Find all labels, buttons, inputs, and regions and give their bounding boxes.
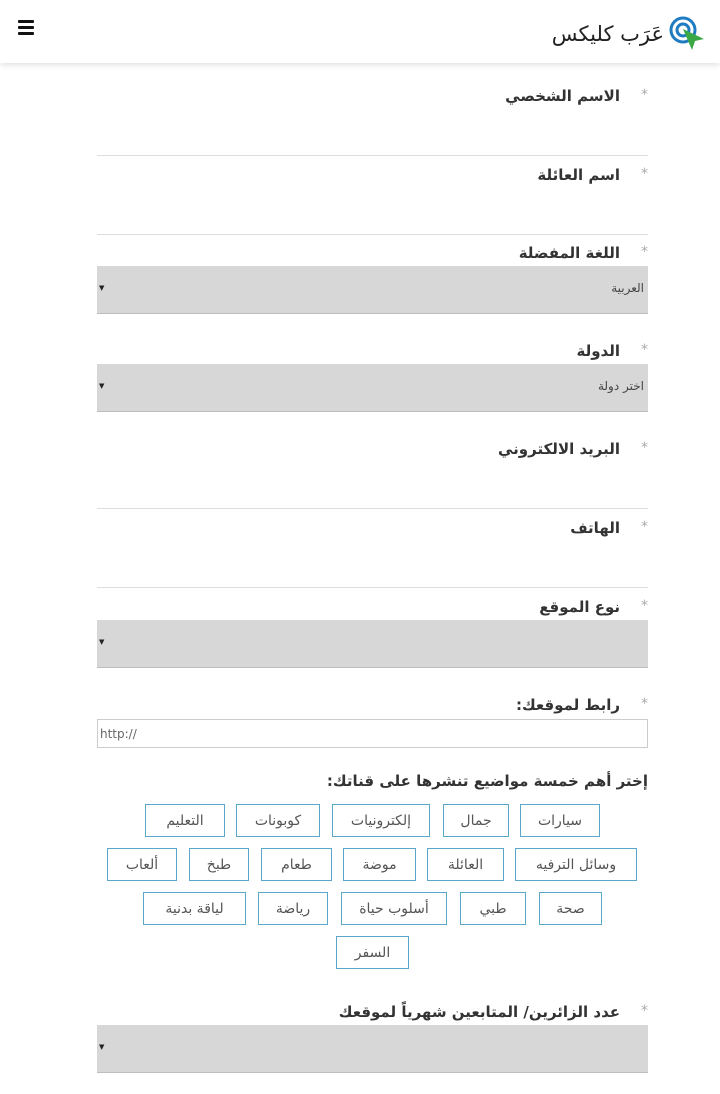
country-select[interactable] [97, 364, 648, 412]
dropdown-arrow-icon: ▼ [99, 1043, 105, 1051]
email-input[interactable] [97, 469, 648, 509]
required-star: * [641, 440, 648, 456]
visitors-label: * عدد الزائرين/ المتابعين شهرياً لموقعك [338, 1003, 648, 1021]
logo-cursor-icon [668, 15, 706, 53]
phone-field [97, 519, 648, 588]
topic-tag[interactable]: طبي [460, 892, 526, 925]
topic-tag[interactable]: صحة [539, 892, 602, 925]
topic-tag[interactable]: جمال [443, 804, 509, 837]
topic-tag[interactable]: السفر [336, 936, 409, 969]
required-star: * [641, 1003, 648, 1019]
dropdown-arrow-icon: ▼ [99, 284, 105, 292]
first-name-input[interactable] [97, 116, 648, 156]
required-star: * [641, 87, 648, 103]
hamburger-menu-icon[interactable] [18, 20, 38, 38]
app-header [0, 0, 720, 63]
site-url-field [97, 696, 648, 748]
dropdown-arrow-icon: ▼ [99, 382, 105, 390]
topic-tag[interactable]: أسلوب حياة [341, 892, 447, 925]
site-url-label: * رابط لموقعك: [515, 696, 648, 714]
email-label: * البريد الالكتروني [498, 440, 648, 458]
language-selected-value: العربية [611, 281, 644, 295]
topic-tag[interactable]: طعام [261, 848, 332, 881]
last-name-label: * اسم العائلة [537, 166, 648, 184]
phone-input[interactable] [97, 548, 648, 588]
topic-tag[interactable]: التعليم [145, 804, 225, 837]
topic-tag[interactable]: كوبونات [236, 804, 320, 837]
topic-tag[interactable]: وسائل الترفيه [515, 848, 637, 881]
site-type-field [97, 598, 648, 668]
phone-label: * الهاتف [570, 519, 648, 537]
topic-tag[interactable]: موضة [343, 848, 416, 881]
first-name-field [97, 87, 648, 156]
required-star: * [641, 166, 648, 182]
country-label: * الدولة [576, 342, 648, 360]
brand-name: عَرَب كليكس [551, 22, 664, 46]
first-name-label: * الاسم الشخصي [505, 87, 648, 105]
country-selected-value: اختر دولة [597, 379, 644, 393]
required-star: * [641, 696, 648, 712]
email-field [97, 440, 648, 509]
topic-tag[interactable]: ألعاب [107, 848, 177, 881]
visitors-field [97, 1003, 648, 1073]
topic-tag[interactable]: لياقة بدنية [143, 892, 246, 925]
topic-tag[interactable]: طبخ [189, 848, 249, 881]
topic-tag[interactable]: إلكترونيات [332, 804, 430, 837]
country-field [97, 342, 648, 412]
last-name-field [97, 166, 648, 235]
topic-tag[interactable]: رياضة [258, 892, 328, 925]
site-url-input[interactable] [97, 719, 648, 748]
language-field [97, 244, 648, 314]
required-star: * [641, 519, 648, 535]
language-label: * اللغة المفضلة [518, 244, 648, 262]
required-star: * [641, 342, 648, 358]
last-name-input[interactable] [97, 195, 648, 235]
language-select[interactable] [97, 266, 648, 314]
dropdown-arrow-icon: ▼ [99, 638, 105, 646]
site-type-label: * نوع الموقع [539, 598, 648, 616]
required-star: * [641, 244, 648, 260]
site-type-select[interactable] [97, 620, 648, 668]
required-star: * [641, 598, 648, 614]
visitors-select[interactable] [97, 1025, 648, 1073]
topics-title: إختر أهم خمسة مواضيع تنشرها على قناتك: [326, 772, 648, 790]
topic-tag[interactable]: العائلة [427, 848, 504, 881]
brand-logo[interactable] [552, 14, 706, 54]
topic-tag[interactable]: سيارات [520, 804, 600, 837]
